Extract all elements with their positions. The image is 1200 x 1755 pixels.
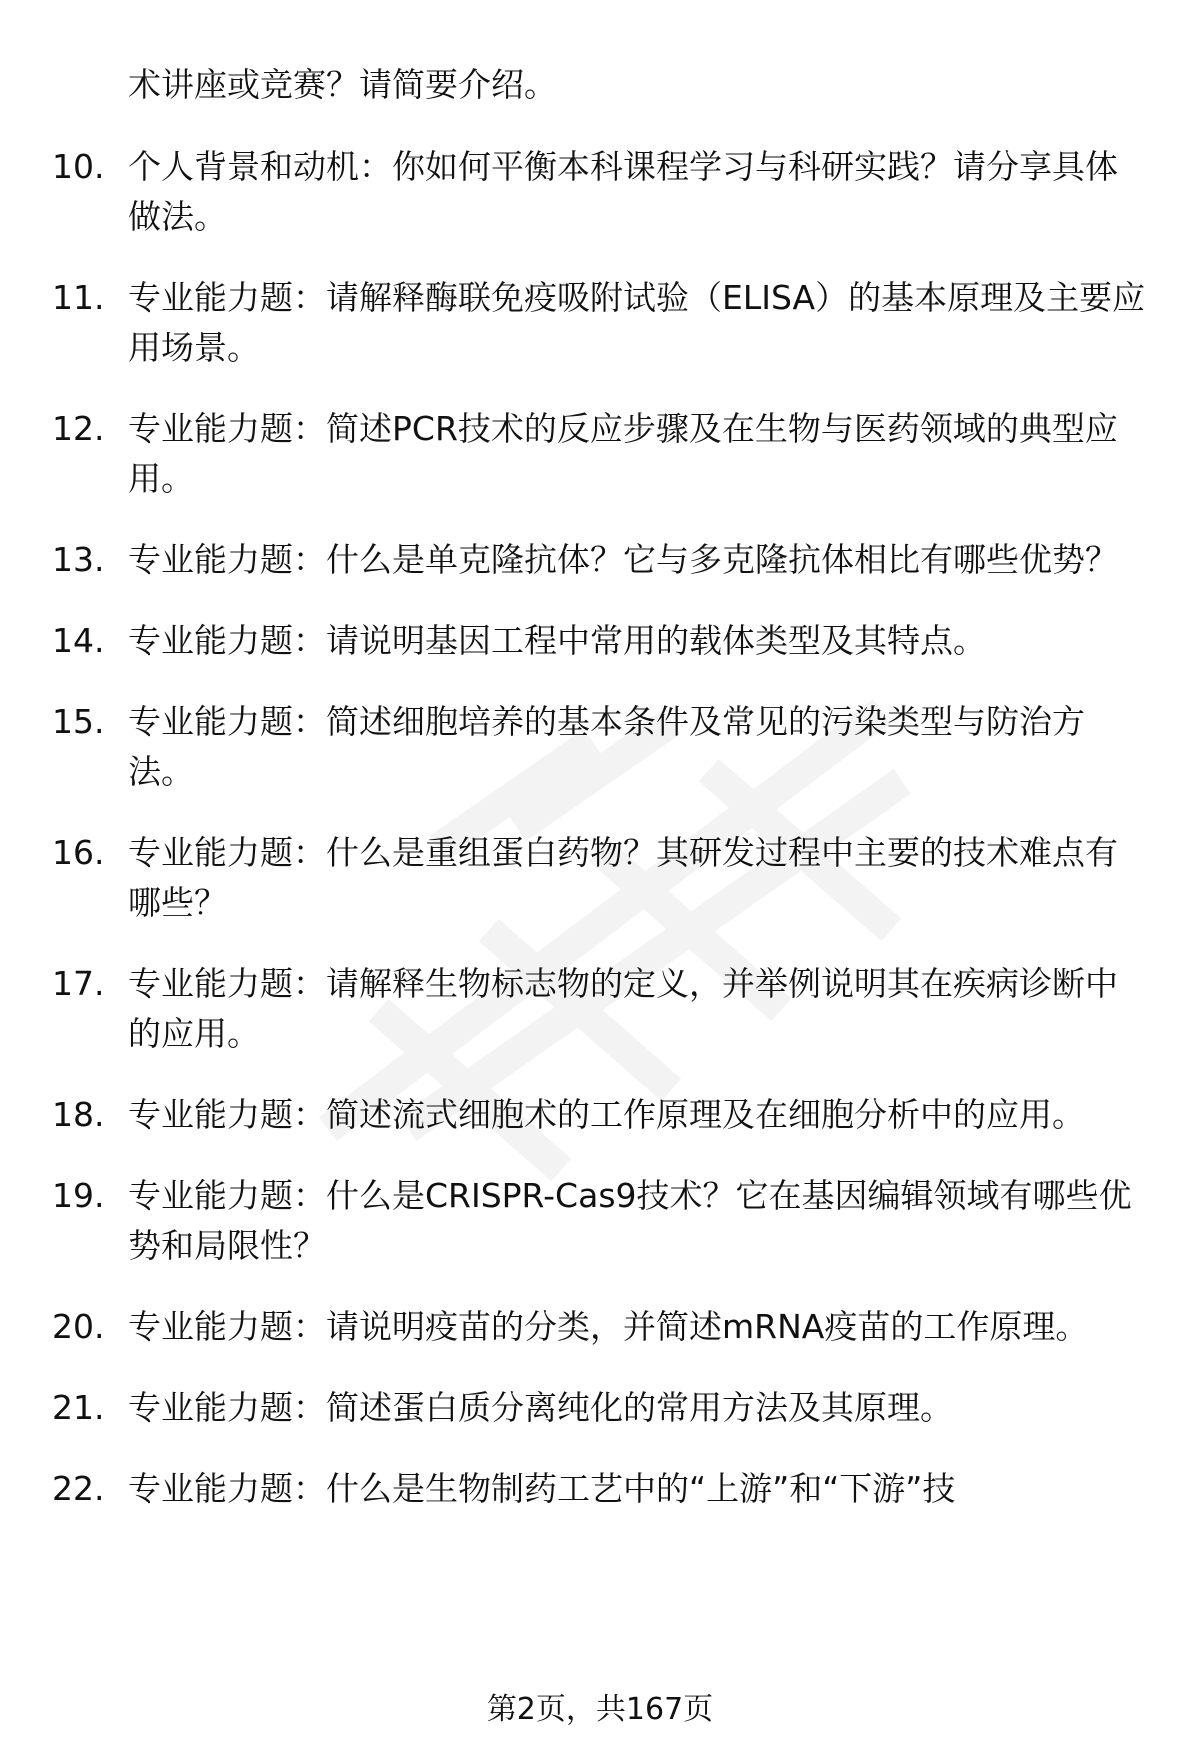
question-number: 13. [52,540,105,579]
question-item-14 [52,616,1162,666]
question-number: 14. [52,621,105,660]
question-number: 19. [52,1176,105,1215]
question-item-12 [52,404,1162,504]
question-text: 专业能力题：简述PCR技术的反应步骤及在生物与医药领域的典型应用。 [128,409,1118,498]
question-list [52,60,1162,1545]
question-text: 专业能力题：什么是重组蛋白药物？其研发过程中主要的技术难点有哪些？ [128,833,1118,922]
continued-question-text: 术讲座或竞赛？请简要介绍。 [128,65,557,104]
question-text: 专业能力题：简述细胞培养的基本条件及常见的污染类型与防治方法。 [128,702,1085,791]
question-number: 21. [52,1388,105,1427]
question-number: 15. [52,702,105,741]
question-number: 10. [52,147,105,186]
question-item-17 [52,959,1162,1059]
question-item-15 [52,697,1162,797]
question-item-18 [52,1090,1162,1140]
question-text: 专业能力题：什么是CRISPR-Cas9技术？它在基因编辑领域有哪些优势和局限性？ [128,1176,1132,1265]
question-text: 专业能力题：请说明基因工程中常用的载体类型及其特点。 [128,621,986,660]
question-text: 个人背景和动机：你如何平衡本科课程学习与科研实践？请分享具体做法。 [128,147,1118,236]
question-number: 17. [52,964,105,1003]
question-item-16 [52,828,1162,928]
question-number: 20. [52,1307,105,1346]
question-text: 专业能力题：什么是单克隆抗体？它与多克隆抗体相比有哪些优势？ [128,540,1118,579]
question-text: 专业能力题：简述流式细胞术的工作原理及在细胞分析中的应用。 [128,1095,1085,1134]
question-number: 16. [52,833,105,872]
question-number: 22. [52,1469,105,1508]
question-text: 专业能力题：请说明疫苗的分类，并简述mRNA疫苗的工作原理。 [128,1307,1089,1346]
question-number: 11. [52,278,105,317]
question-item-21 [52,1383,1162,1433]
question-item-19 [52,1171,1162,1271]
page-footer: 第2页，共167页 [486,1692,714,1727]
question-item-10 [52,142,1162,242]
question-text: 专业能力题：请解释生物标志物的定义，并举例说明其在疾病诊断中的应用。 [128,964,1118,1053]
question-item-22 [52,1464,1162,1514]
question-item-11 [52,273,1162,373]
question-number: 12. [52,409,105,448]
question-text: 专业能力题：什么是生物制药工艺中的“上游”和“下游”技 [128,1469,956,1508]
question-text: 专业能力题：简述蛋白质分离纯化的常用方法及其原理。 [128,1388,953,1427]
question-item-20 [52,1302,1162,1352]
question-number: 18. [52,1095,105,1134]
question-item-13 [52,535,1162,585]
question-text: 专业能力题：请解释酶联免疫吸附试验（ELISA）的基本原理及主要应用场景。 [128,278,1146,367]
